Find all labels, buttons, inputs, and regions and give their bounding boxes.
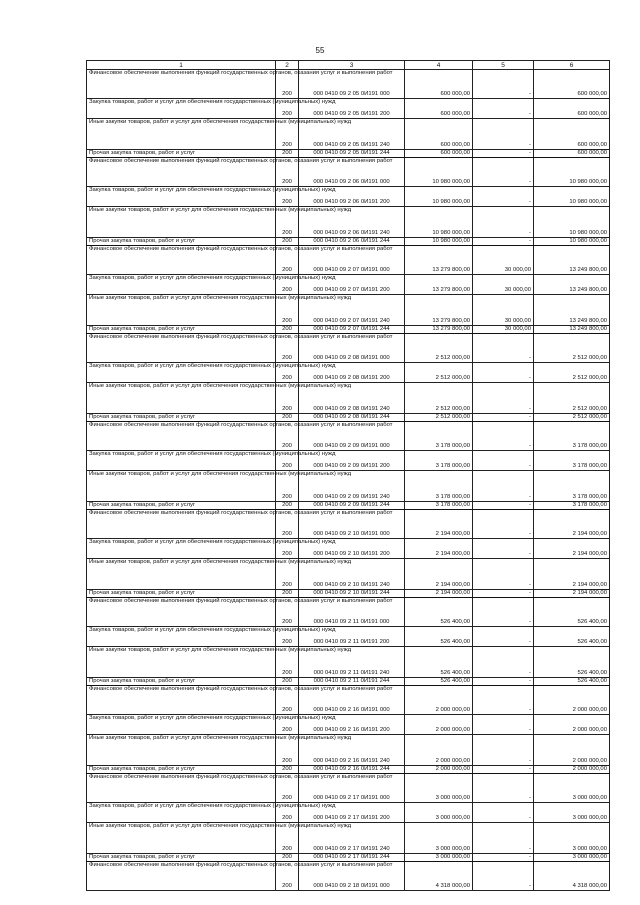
row-remaining-amount: 600 000,00 bbox=[534, 119, 610, 150]
row-description: Финансовое обеспечение выполнения функций государственных органов, оказания услуг и выполнения работ bbox=[87, 246, 276, 275]
row-remaining-amount: 2 000 000,00 bbox=[534, 735, 610, 766]
row-budget-code: 000 0410 09 2 16 0И191 244 bbox=[299, 766, 405, 774]
row-budget-code: 000 0410 09 2 09 0И191 200 bbox=[299, 451, 405, 471]
row-executed-amount: - bbox=[473, 334, 534, 363]
row-approved-amount: 2 000 000,00 bbox=[405, 766, 473, 774]
row-code: 200 bbox=[276, 326, 299, 334]
row-remaining-amount: 600 000,00 bbox=[534, 150, 610, 158]
row-code: 200 bbox=[276, 334, 299, 363]
row-remaining-amount: 600 000,00 bbox=[534, 70, 610, 99]
table-row bbox=[87, 471, 610, 502]
row-executed-amount: - bbox=[473, 559, 534, 590]
table-row bbox=[87, 559, 610, 590]
row-description: Закупка товаров, работ и услуг для обеспечения государственных (муниципальных) нужд bbox=[87, 539, 276, 559]
row-description: Прочая закупка товаров, работ и услуг bbox=[87, 150, 276, 158]
row-approved-amount: 3 178 000,00 bbox=[405, 502, 473, 510]
table-row bbox=[87, 539, 610, 559]
row-executed-amount: - bbox=[473, 678, 534, 686]
row-budget-code: 000 0410 09 2 05 0И191 240 bbox=[299, 119, 405, 150]
row-description: Закупка товаров, работ и услуг для обеспечения государственных (муниципальных) нужд bbox=[87, 715, 276, 735]
row-executed-amount: - bbox=[473, 238, 534, 246]
table-row bbox=[87, 99, 610, 119]
row-budget-code: 000 0410 09 2 17 0И191 244 bbox=[299, 854, 405, 862]
table-row bbox=[87, 275, 610, 295]
row-executed-amount: - bbox=[473, 598, 534, 627]
row-code: 200 bbox=[276, 99, 299, 119]
row-budget-code: 000 0410 09 2 06 0И191 240 bbox=[299, 207, 405, 238]
row-description: Финансовое обеспечение выполнения функций государственных органов, оказания услуг и выполнения работ bbox=[87, 862, 276, 891]
row-executed-amount: - bbox=[473, 363, 534, 383]
row-approved-amount: 10 980 000,00 bbox=[405, 187, 473, 207]
row-approved-amount: 600 000,00 bbox=[405, 70, 473, 99]
row-remaining-amount: 2 512 000,00 bbox=[534, 414, 610, 422]
budget-table bbox=[86, 60, 610, 891]
row-remaining-amount: 526 400,00 bbox=[534, 647, 610, 678]
table-row bbox=[87, 246, 610, 275]
row-code: 200 bbox=[276, 823, 299, 854]
table-row bbox=[87, 598, 610, 627]
row-code: 200 bbox=[276, 590, 299, 598]
row-approved-amount: 2 194 000,00 bbox=[405, 590, 473, 598]
row-remaining-amount: 10 980 000,00 bbox=[534, 187, 610, 207]
table-row bbox=[87, 158, 610, 187]
row-executed-amount: - bbox=[473, 647, 534, 678]
row-approved-amount: 13 279 800,00 bbox=[405, 295, 473, 326]
row-description: Прочая закупка товаров, работ и услуг bbox=[87, 854, 276, 862]
row-approved-amount: 3 000 000,00 bbox=[405, 774, 473, 803]
row-approved-amount: 3 000 000,00 bbox=[405, 823, 473, 854]
table-row bbox=[87, 854, 610, 862]
row-budget-code: 000 0410 09 2 11 0И191 244 bbox=[299, 678, 405, 686]
row-description: Иные закупки товаров, работ и услуг для обеспечения государственных (муниципальных) нужд bbox=[87, 207, 276, 238]
row-approved-amount: 10 980 000,00 bbox=[405, 158, 473, 187]
table-row bbox=[87, 326, 610, 334]
row-description: Иные закупки товаров, работ и услуг для обеспечения государственных (муниципальных) нужд bbox=[87, 471, 276, 502]
row-description: Прочая закупка товаров, работ и услуг bbox=[87, 238, 276, 246]
table-row bbox=[87, 735, 610, 766]
row-description: Иные закупки товаров, работ и услуг для обеспечения государственных (муниципальных) нужд bbox=[87, 119, 276, 150]
row-code: 200 bbox=[276, 451, 299, 471]
row-code: 200 bbox=[276, 414, 299, 422]
table-row bbox=[87, 590, 610, 598]
row-executed-amount: 30 000,00 bbox=[473, 246, 534, 275]
table-row bbox=[87, 451, 610, 471]
table-row bbox=[87, 715, 610, 735]
row-code: 200 bbox=[276, 774, 299, 803]
row-description: Финансовое обеспечение выполнения функций государственных органов, оказания услуг и выполнения работ bbox=[87, 598, 276, 627]
row-description: Финансовое обеспечение выполнения функций государственных органов, оказания услуг и выполнения работ bbox=[87, 70, 276, 99]
row-approved-amount: 3 000 000,00 bbox=[405, 803, 473, 823]
row-remaining-amount: 10 980 000,00 bbox=[534, 158, 610, 187]
row-budget-code: 000 0410 09 2 09 0И191 240 bbox=[299, 471, 405, 502]
row-code: 200 bbox=[276, 422, 299, 451]
row-budget-code: 000 0410 09 2 16 0И191 000 bbox=[299, 686, 405, 715]
row-code: 200 bbox=[276, 678, 299, 686]
table-row bbox=[87, 803, 610, 823]
row-budget-code: 000 0410 09 2 06 0И191 244 bbox=[299, 238, 405, 246]
row-code: 200 bbox=[276, 803, 299, 823]
row-budget-code: 000 0410 09 2 05 0И191 244 bbox=[299, 150, 405, 158]
row-executed-amount: - bbox=[473, 99, 534, 119]
row-executed-amount: - bbox=[473, 766, 534, 774]
row-approved-amount: 13 279 800,00 bbox=[405, 326, 473, 334]
row-executed-amount: - bbox=[473, 70, 534, 99]
row-approved-amount: 2 000 000,00 bbox=[405, 715, 473, 735]
row-description: Закупка товаров, работ и услуг для обеспечения государственных (муниципальных) нужд bbox=[87, 627, 276, 647]
table-row bbox=[87, 510, 610, 539]
row-approved-amount: 526 400,00 bbox=[405, 678, 473, 686]
column-header-4: 4 bbox=[405, 61, 473, 70]
row-remaining-amount: 2 512 000,00 bbox=[534, 383, 610, 414]
row-executed-amount: - bbox=[473, 510, 534, 539]
row-description: Закупка товаров, работ и услуг для обеспечения государственных (муниципальных) нужд bbox=[87, 275, 276, 295]
row-description: Прочая закупка товаров, работ и услуг bbox=[87, 590, 276, 598]
row-code: 200 bbox=[276, 119, 299, 150]
row-description: Закупка товаров, работ и услуг для обеспечения государственных (муниципальных) нужд bbox=[87, 803, 276, 823]
row-budget-code: 000 0410 09 2 17 0И191 200 bbox=[299, 803, 405, 823]
row-code: 200 bbox=[276, 295, 299, 326]
row-executed-amount: - bbox=[473, 471, 534, 502]
row-executed-amount: - bbox=[473, 187, 534, 207]
row-approved-amount: 2 194 000,00 bbox=[405, 510, 473, 539]
row-remaining-amount: 2 000 000,00 bbox=[534, 686, 610, 715]
row-budget-code: 000 0410 09 2 10 0И191 000 bbox=[299, 510, 405, 539]
row-approved-amount: 3 178 000,00 bbox=[405, 471, 473, 502]
row-description: Прочая закупка товаров, работ и услуг bbox=[87, 678, 276, 686]
table-row bbox=[87, 238, 610, 246]
row-executed-amount: - bbox=[473, 735, 534, 766]
row-executed-amount: 30 000,00 bbox=[473, 295, 534, 326]
row-code: 200 bbox=[276, 510, 299, 539]
header-row bbox=[87, 61, 610, 70]
row-remaining-amount: 3 000 000,00 bbox=[534, 774, 610, 803]
row-budget-code: 000 0410 09 2 11 0И191 240 bbox=[299, 647, 405, 678]
row-budget-code: 000 0410 09 2 16 0И191 240 bbox=[299, 735, 405, 766]
row-remaining-amount: 2 000 000,00 bbox=[534, 715, 610, 735]
row-description: Иные закупки товаров, работ и услуг для обеспечения государственных (муниципальных) нужд bbox=[87, 559, 276, 590]
row-remaining-amount: 3 178 000,00 bbox=[534, 451, 610, 471]
row-description: Прочая закупка товаров, работ и услуг bbox=[87, 414, 276, 422]
row-budget-code: 000 0410 09 2 07 0И191 200 bbox=[299, 275, 405, 295]
row-executed-amount: - bbox=[473, 823, 534, 854]
row-budget-code: 000 0410 09 2 16 0И191 200 bbox=[299, 715, 405, 735]
table-row bbox=[87, 295, 610, 326]
row-executed-amount: - bbox=[473, 627, 534, 647]
row-budget-code: 000 0410 09 2 08 0И191 244 bbox=[299, 414, 405, 422]
table-row bbox=[87, 363, 610, 383]
column-header-3: 3 bbox=[299, 61, 405, 70]
row-code: 200 bbox=[276, 207, 299, 238]
row-executed-amount: - bbox=[473, 422, 534, 451]
table-row bbox=[87, 187, 610, 207]
row-approved-amount: 3 000 000,00 bbox=[405, 854, 473, 862]
row-executed-amount: - bbox=[473, 854, 534, 862]
row-approved-amount: 2 000 000,00 bbox=[405, 686, 473, 715]
row-approved-amount: 10 980 000,00 bbox=[405, 207, 473, 238]
row-executed-amount: - bbox=[473, 803, 534, 823]
row-remaining-amount: 526 400,00 bbox=[534, 598, 610, 627]
row-approved-amount: 2 512 000,00 bbox=[405, 383, 473, 414]
row-code: 200 bbox=[276, 246, 299, 275]
row-approved-amount: 2 512 000,00 bbox=[405, 363, 473, 383]
column-header-1: 1 bbox=[87, 61, 276, 70]
row-budget-code: 000 0410 09 2 05 0И191 200 bbox=[299, 99, 405, 119]
table-row bbox=[87, 678, 610, 686]
row-approved-amount: 2 000 000,00 bbox=[405, 735, 473, 766]
table-row bbox=[87, 207, 610, 238]
row-code: 200 bbox=[276, 471, 299, 502]
row-remaining-amount: 2 194 000,00 bbox=[534, 510, 610, 539]
row-executed-amount: 30 000,00 bbox=[473, 275, 534, 295]
column-header-2: 2 bbox=[276, 61, 299, 70]
row-approved-amount: 4 318 000,00 bbox=[405, 862, 473, 891]
row-code: 200 bbox=[276, 715, 299, 735]
row-budget-code: 000 0410 09 2 11 0И191 200 bbox=[299, 627, 405, 647]
table-row bbox=[87, 119, 610, 150]
row-description: Иные закупки товаров, работ и услуг для обеспечения государственных (муниципальных) нужд bbox=[87, 295, 276, 326]
row-description: Иные закупки товаров, работ и услуг для обеспечения государственных (муниципальных) нужд bbox=[87, 735, 276, 766]
row-code: 200 bbox=[276, 275, 299, 295]
row-approved-amount: 600 000,00 bbox=[405, 99, 473, 119]
row-description: Финансовое обеспечение выполнения функций государственных органов, оказания услуг и выполнения работ bbox=[87, 158, 276, 187]
row-description: Финансовое обеспечение выполнения функций государственных органов, оказания услуг и выполнения работ bbox=[87, 422, 276, 451]
row-executed-amount: 30 000,00 bbox=[473, 326, 534, 334]
row-code: 200 bbox=[276, 150, 299, 158]
table-body bbox=[87, 70, 610, 891]
row-description: Закупка товаров, работ и услуг для обеспечения государственных (муниципальных) нужд bbox=[87, 363, 276, 383]
table-row bbox=[87, 502, 610, 510]
row-approved-amount: 13 279 800,00 bbox=[405, 246, 473, 275]
table-row bbox=[87, 627, 610, 647]
row-budget-code: 000 0410 09 2 10 0И191 244 bbox=[299, 590, 405, 598]
row-code: 200 bbox=[276, 187, 299, 207]
row-executed-amount: - bbox=[473, 207, 534, 238]
row-description: Прочая закупка товаров, работ и услуг bbox=[87, 502, 276, 510]
column-header-5: 5 bbox=[473, 61, 534, 70]
row-description: Финансовое обеспечение выполнения функций государственных органов, оказания услуг и выполнения работ bbox=[87, 334, 276, 363]
row-executed-amount: - bbox=[473, 539, 534, 559]
row-description: Иные закупки товаров, работ и услуг для обеспечения государственных (муниципальных) нужд bbox=[87, 647, 276, 678]
row-description: Закупка товаров, работ и услуг для обеспечения государственных (муниципальных) нужд bbox=[87, 451, 276, 471]
row-remaining-amount: 3 000 000,00 bbox=[534, 854, 610, 862]
table-row bbox=[87, 823, 610, 854]
row-executed-amount: - bbox=[473, 383, 534, 414]
row-executed-amount: - bbox=[473, 158, 534, 187]
row-budget-code: 000 0410 09 2 17 0И191 240 bbox=[299, 823, 405, 854]
row-budget-code: 000 0410 09 2 06 0И191 200 bbox=[299, 187, 405, 207]
row-code: 200 bbox=[276, 363, 299, 383]
row-code: 200 bbox=[276, 70, 299, 99]
table-row bbox=[87, 70, 610, 99]
row-remaining-amount: 2 512 000,00 bbox=[534, 363, 610, 383]
row-approved-amount: 13 279 800,00 bbox=[405, 275, 473, 295]
row-description: Финансовое обеспечение выполнения функций государственных органов, оказания услуг и выполнения работ bbox=[87, 774, 276, 803]
row-code: 200 bbox=[276, 854, 299, 862]
row-remaining-amount: 3 000 000,00 bbox=[534, 803, 610, 823]
row-budget-code: 000 0410 09 2 06 0И191 000 bbox=[299, 158, 405, 187]
row-description: Прочая закупка товаров, работ и услуг bbox=[87, 766, 276, 774]
row-approved-amount: 2 512 000,00 bbox=[405, 414, 473, 422]
table-row bbox=[87, 422, 610, 451]
row-code: 200 bbox=[276, 735, 299, 766]
row-remaining-amount: 3 000 000,00 bbox=[534, 823, 610, 854]
row-executed-amount: - bbox=[473, 414, 534, 422]
row-approved-amount: 2 194 000,00 bbox=[405, 539, 473, 559]
row-remaining-amount: 526 400,00 bbox=[534, 627, 610, 647]
row-description: Закупка товаров, работ и услуг для обеспечения государственных (муниципальных) нужд bbox=[87, 99, 276, 119]
row-code: 200 bbox=[276, 238, 299, 246]
table-row bbox=[87, 647, 610, 678]
row-description: Прочая закупка товаров, работ и услуг bbox=[87, 326, 276, 334]
row-budget-code: 000 0410 09 2 10 0И191 240 bbox=[299, 559, 405, 590]
row-approved-amount: 526 400,00 bbox=[405, 627, 473, 647]
row-approved-amount: 526 400,00 bbox=[405, 598, 473, 627]
row-description: Иные закупки товаров, работ и услуг для обеспечения государственных (муниципальных) нужд bbox=[87, 823, 276, 854]
row-code: 200 bbox=[276, 539, 299, 559]
page-number: 55 bbox=[315, 46, 325, 55]
row-remaining-amount: 2 194 000,00 bbox=[534, 590, 610, 598]
row-description: Иные закупки товаров, работ и услуг для обеспечения государственных (муниципальных) нужд bbox=[87, 383, 276, 414]
row-remaining-amount: 10 980 000,00 bbox=[534, 238, 610, 246]
row-remaining-amount: 10 980 000,00 bbox=[534, 207, 610, 238]
row-budget-code: 000 0410 09 2 08 0И191 000 bbox=[299, 334, 405, 363]
row-approved-amount: 3 178 000,00 bbox=[405, 422, 473, 451]
row-approved-amount: 2 194 000,00 bbox=[405, 559, 473, 590]
row-budget-code: 000 0410 09 2 05 0И191 000 bbox=[299, 70, 405, 99]
row-executed-amount: - bbox=[473, 686, 534, 715]
row-remaining-amount: 13 249 800,00 bbox=[534, 295, 610, 326]
row-executed-amount: - bbox=[473, 451, 534, 471]
row-remaining-amount: 13 249 800,00 bbox=[534, 246, 610, 275]
row-code: 200 bbox=[276, 158, 299, 187]
row-budget-code: 000 0410 09 2 08 0И191 240 bbox=[299, 383, 405, 414]
table-row bbox=[87, 383, 610, 414]
table-row bbox=[87, 862, 610, 891]
row-executed-amount: - bbox=[473, 590, 534, 598]
row-code: 200 bbox=[276, 647, 299, 678]
row-remaining-amount: 4 318 000,00 bbox=[534, 862, 610, 891]
row-budget-code: 000 0410 09 2 07 0И191 000 bbox=[299, 246, 405, 275]
row-budget-code: 000 0410 09 2 10 0И191 200 bbox=[299, 539, 405, 559]
row-approved-amount: 600 000,00 bbox=[405, 119, 473, 150]
row-description: Закупка товаров, работ и услуг для обеспечения государственных (муниципальных) нужд bbox=[87, 187, 276, 207]
row-approved-amount: 526 400,00 bbox=[405, 647, 473, 678]
row-code: 200 bbox=[276, 598, 299, 627]
row-budget-code: 000 0410 09 2 09 0И191 000 bbox=[299, 422, 405, 451]
row-code: 200 bbox=[276, 686, 299, 715]
row-budget-code: 000 0410 09 2 07 0И191 240 bbox=[299, 295, 405, 326]
row-code: 200 bbox=[276, 766, 299, 774]
row-executed-amount: - bbox=[473, 502, 534, 510]
row-budget-code: 000 0410 09 2 18 0И191 000 bbox=[299, 862, 405, 891]
table-row bbox=[87, 774, 610, 803]
row-executed-amount: - bbox=[473, 715, 534, 735]
row-remaining-amount: 2 194 000,00 bbox=[534, 559, 610, 590]
table-row bbox=[87, 150, 610, 158]
row-approved-amount: 2 512 000,00 bbox=[405, 334, 473, 363]
row-executed-amount: - bbox=[473, 119, 534, 150]
row-remaining-amount: 526 400,00 bbox=[534, 678, 610, 686]
row-approved-amount: 3 178 000,00 bbox=[405, 451, 473, 471]
row-budget-code: 000 0410 09 2 07 0И191 244 bbox=[299, 326, 405, 334]
row-executed-amount: - bbox=[473, 862, 534, 891]
row-approved-amount: 10 980 000,00 bbox=[405, 238, 473, 246]
column-header-6: 6 bbox=[534, 61, 610, 70]
row-budget-code: 000 0410 09 2 11 0И191 000 bbox=[299, 598, 405, 627]
row-remaining-amount: 2 000 000,00 bbox=[534, 766, 610, 774]
row-code: 200 bbox=[276, 627, 299, 647]
table-row bbox=[87, 414, 610, 422]
row-remaining-amount: 2 194 000,00 bbox=[534, 539, 610, 559]
row-code: 200 bbox=[276, 383, 299, 414]
table-row bbox=[87, 334, 610, 363]
row-description: Финансовое обеспечение выполнения функций государственных органов, оказания услуг и выполнения работ bbox=[87, 510, 276, 539]
row-executed-amount: - bbox=[473, 150, 534, 158]
row-executed-amount: - bbox=[473, 774, 534, 803]
row-approved-amount: 600 000,00 bbox=[405, 150, 473, 158]
row-remaining-amount: 2 512 000,00 bbox=[534, 334, 610, 363]
row-remaining-amount: 13 249 800,00 bbox=[534, 326, 610, 334]
row-budget-code: 000 0410 09 2 09 0И191 244 bbox=[299, 502, 405, 510]
table-row bbox=[87, 686, 610, 715]
row-budget-code: 000 0410 09 2 17 0И191 000 bbox=[299, 774, 405, 803]
row-code: 200 bbox=[276, 502, 299, 510]
row-budget-code: 000 0410 09 2 08 0И191 200 bbox=[299, 363, 405, 383]
row-remaining-amount: 3 178 000,00 bbox=[534, 471, 610, 502]
row-code: 200 bbox=[276, 559, 299, 590]
row-remaining-amount: 600 000,00 bbox=[534, 99, 610, 119]
row-remaining-amount: 3 178 000,00 bbox=[534, 502, 610, 510]
row-remaining-amount: 3 178 000,00 bbox=[534, 422, 610, 451]
row-remaining-amount: 13 249 800,00 bbox=[534, 275, 610, 295]
row-description: Финансовое обеспечение выполнения функций государственных органов, оказания услуг и выполнения работ bbox=[87, 686, 276, 715]
table-row bbox=[87, 766, 610, 774]
row-code: 200 bbox=[276, 862, 299, 891]
